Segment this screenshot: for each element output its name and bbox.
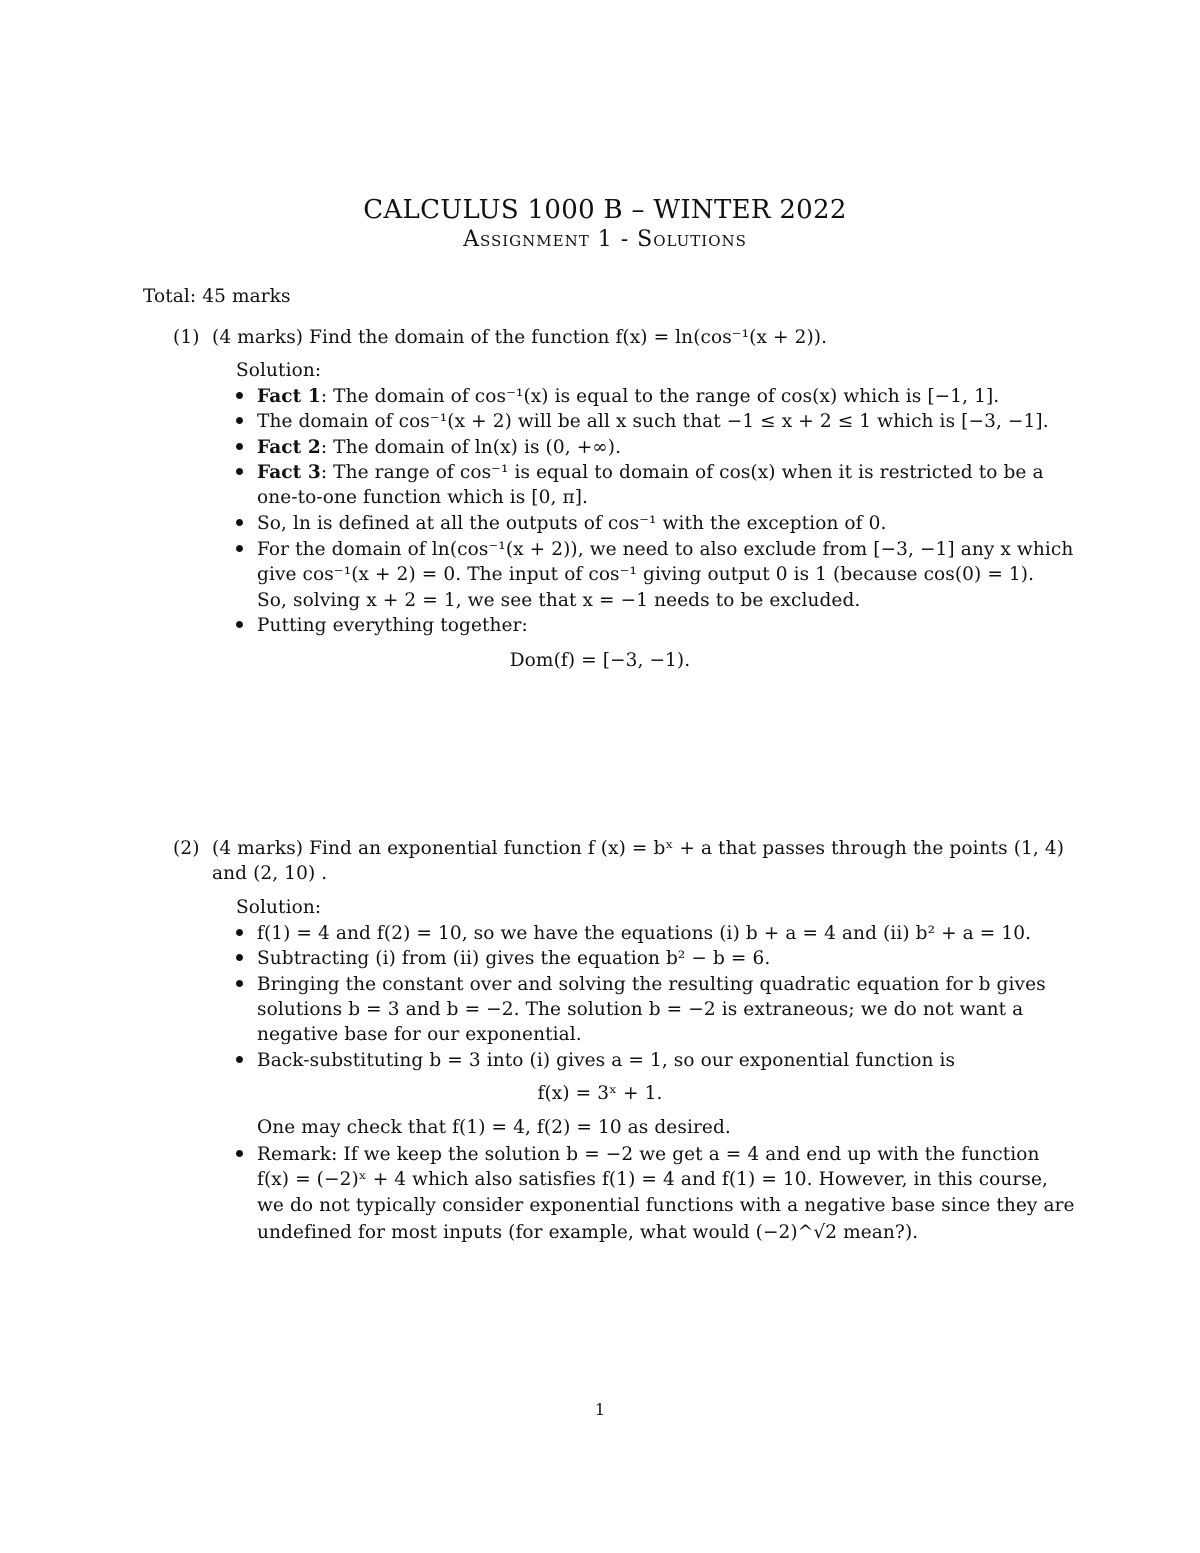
q1-bullet-6-line3: So, solving x + 2 = 1, we see that x = −1 needs to be excluded. xyxy=(257,590,861,611)
q1-result: Dom(f) = [−3, −1). xyxy=(509,650,691,671)
q1-bullet-6-line1: For the domain of ln(cos⁻¹(x + 2)), we need to also exclude from [−3, −1] any x which xyxy=(257,539,1074,560)
q1-fact3-line2: one-to-one function which is [0, π]. xyxy=(257,487,588,508)
fact2-text: : The domain of ln(x) is (0, +∞). xyxy=(320,437,622,458)
q2-remark-line3: we do not typically consider exponential functions with a negative base since they are xyxy=(257,1195,1075,1216)
q2-number: (2) xyxy=(173,838,200,859)
bullet-icon xyxy=(236,1056,243,1063)
q2-remark-line1: Remark: If we keep the solution b = −2 we get a = 4 and end up with the function xyxy=(257,1144,1040,1165)
q1-bullet-6-line2: give cos⁻¹(x + 2) = 0. The input of cos⁻¹ giving output 0 is 1 (because cos(0) = 1). xyxy=(257,564,1035,585)
q1-number: (1) xyxy=(173,327,200,348)
q2-remark-line2: f(x) = (−2)ˣ + 4 which also satisfies f(1) = 4 and f(1) = 10. However, in this course, xyxy=(257,1169,1048,1190)
bullet-icon xyxy=(236,621,243,628)
bullet-icon xyxy=(236,545,243,552)
bullet-icon xyxy=(236,1150,243,1157)
total-marks: Total: 45 marks xyxy=(143,286,291,307)
bullet-icon xyxy=(236,417,243,424)
q1-prompt: (4 marks) Find the domain of the function f(x) = ln(cos⁻¹(x + 2)). xyxy=(212,327,828,348)
q2-bullet-2: Subtracting (i) from (ii) gives the equation b² − b = 6. xyxy=(257,948,771,969)
q2-prompt-line2: and (2, 10) . xyxy=(212,863,328,884)
q2-bullet-3-line2: solutions b = 3 and b = −2. The solution b = −2 is extraneous; we do not want a xyxy=(257,999,1024,1020)
q2-remark-line4: undefined for most inputs (for example, what would (−2)^√2 mean?). xyxy=(257,1222,919,1243)
fact1-text: : The domain of cos⁻¹(x) is equal to the range of cos(x) which is [−1, 1]. xyxy=(320,386,1000,407)
q2-bullet-3-line1: Bringing the constant over and solving the resulting quadratic equation for b gives xyxy=(257,974,1046,995)
q2-bullet-3-line3: negative base for our exponential. xyxy=(257,1024,582,1045)
q2-bullet-1: f(1) = 4 and f(2) = 10, so we have the equations (i) b + a = 4 and (ii) b² + a = 10. xyxy=(257,923,1032,944)
q1-bullet-7: Putting everything together: xyxy=(257,615,528,636)
bullet-icon xyxy=(236,468,243,475)
q2-check: One may check that f(1) = 4, f(2) = 10 as desired. xyxy=(257,1117,731,1138)
q2-result: f(x) = 3ˣ + 1. xyxy=(537,1083,663,1104)
q1-solution-label: Solution: xyxy=(236,360,322,381)
fact3-text-line1: : The range of cos⁻¹ is equal to domain of cos(x) when it is restricted to be a xyxy=(320,462,1044,483)
fact1-label: Fact 1 xyxy=(257,386,321,407)
q1-bullet-fact2 xyxy=(257,435,621,460)
document-subtitle: Assignment 1 - Solutions xyxy=(463,227,747,252)
q1-bullet-5: So, ln is defined at all the outputs of cos⁻¹ with the exception of 0. xyxy=(257,513,887,534)
bullet-icon xyxy=(236,954,243,961)
bullet-icon xyxy=(236,392,243,399)
bullet-icon xyxy=(236,929,243,936)
q1-bullet-2: The domain of cos⁻¹(x + 2) will be all x such that −1 ≤ x + 2 ≤ 1 which is [−3, −1]. xyxy=(257,411,1049,432)
bullet-icon xyxy=(236,980,243,987)
q1-bullet-fact3 xyxy=(257,460,1044,485)
q2-prompt-line1: (4 marks) Find an exponential function f (x) = bˣ + a that passes through the points (1, 4) xyxy=(212,838,1065,859)
document-title: CALCULUS 1000 B – WINTER 2022 xyxy=(363,195,847,225)
bullet-icon xyxy=(236,443,243,450)
q2-solution-label: Solution: xyxy=(236,897,322,918)
q2-bullet-4: Back-substituting b = 3 into (i) gives a = 1, so our exponential function is xyxy=(257,1050,956,1071)
fact2-label: Fact 2 xyxy=(257,437,321,458)
fact3-label: Fact 3 xyxy=(257,462,321,483)
q1-bullet-fact1 xyxy=(257,384,999,409)
page-number: 1 xyxy=(594,1400,606,1419)
bullet-icon xyxy=(236,519,243,526)
